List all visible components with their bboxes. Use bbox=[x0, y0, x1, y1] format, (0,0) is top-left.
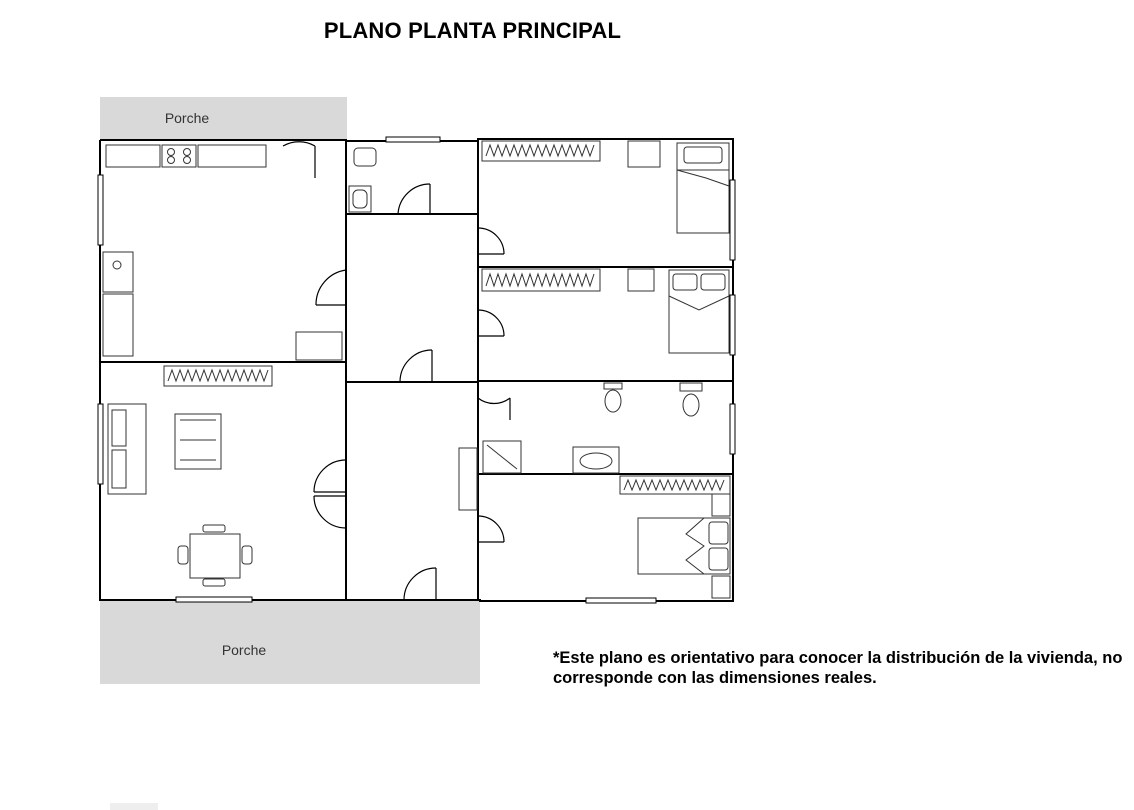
doors bbox=[283, 142, 510, 600]
porch-top bbox=[100, 97, 347, 139]
footer-mark bbox=[110, 803, 158, 810]
furniture bbox=[103, 141, 730, 598]
porch-bottom-label: Porche bbox=[221, 642, 267, 658]
disclaimer-note: *Este plano es orientativo para conocer la distribución de la vivienda, no corresponde con las dimensiones reales. bbox=[553, 649, 1123, 687]
plan-title: PLANO PLANTA PRINCIPAL bbox=[323, 18, 622, 43]
porch-bottom bbox=[100, 600, 480, 684]
porch-top-label: Porche bbox=[164, 110, 210, 126]
windows bbox=[98, 137, 735, 603]
